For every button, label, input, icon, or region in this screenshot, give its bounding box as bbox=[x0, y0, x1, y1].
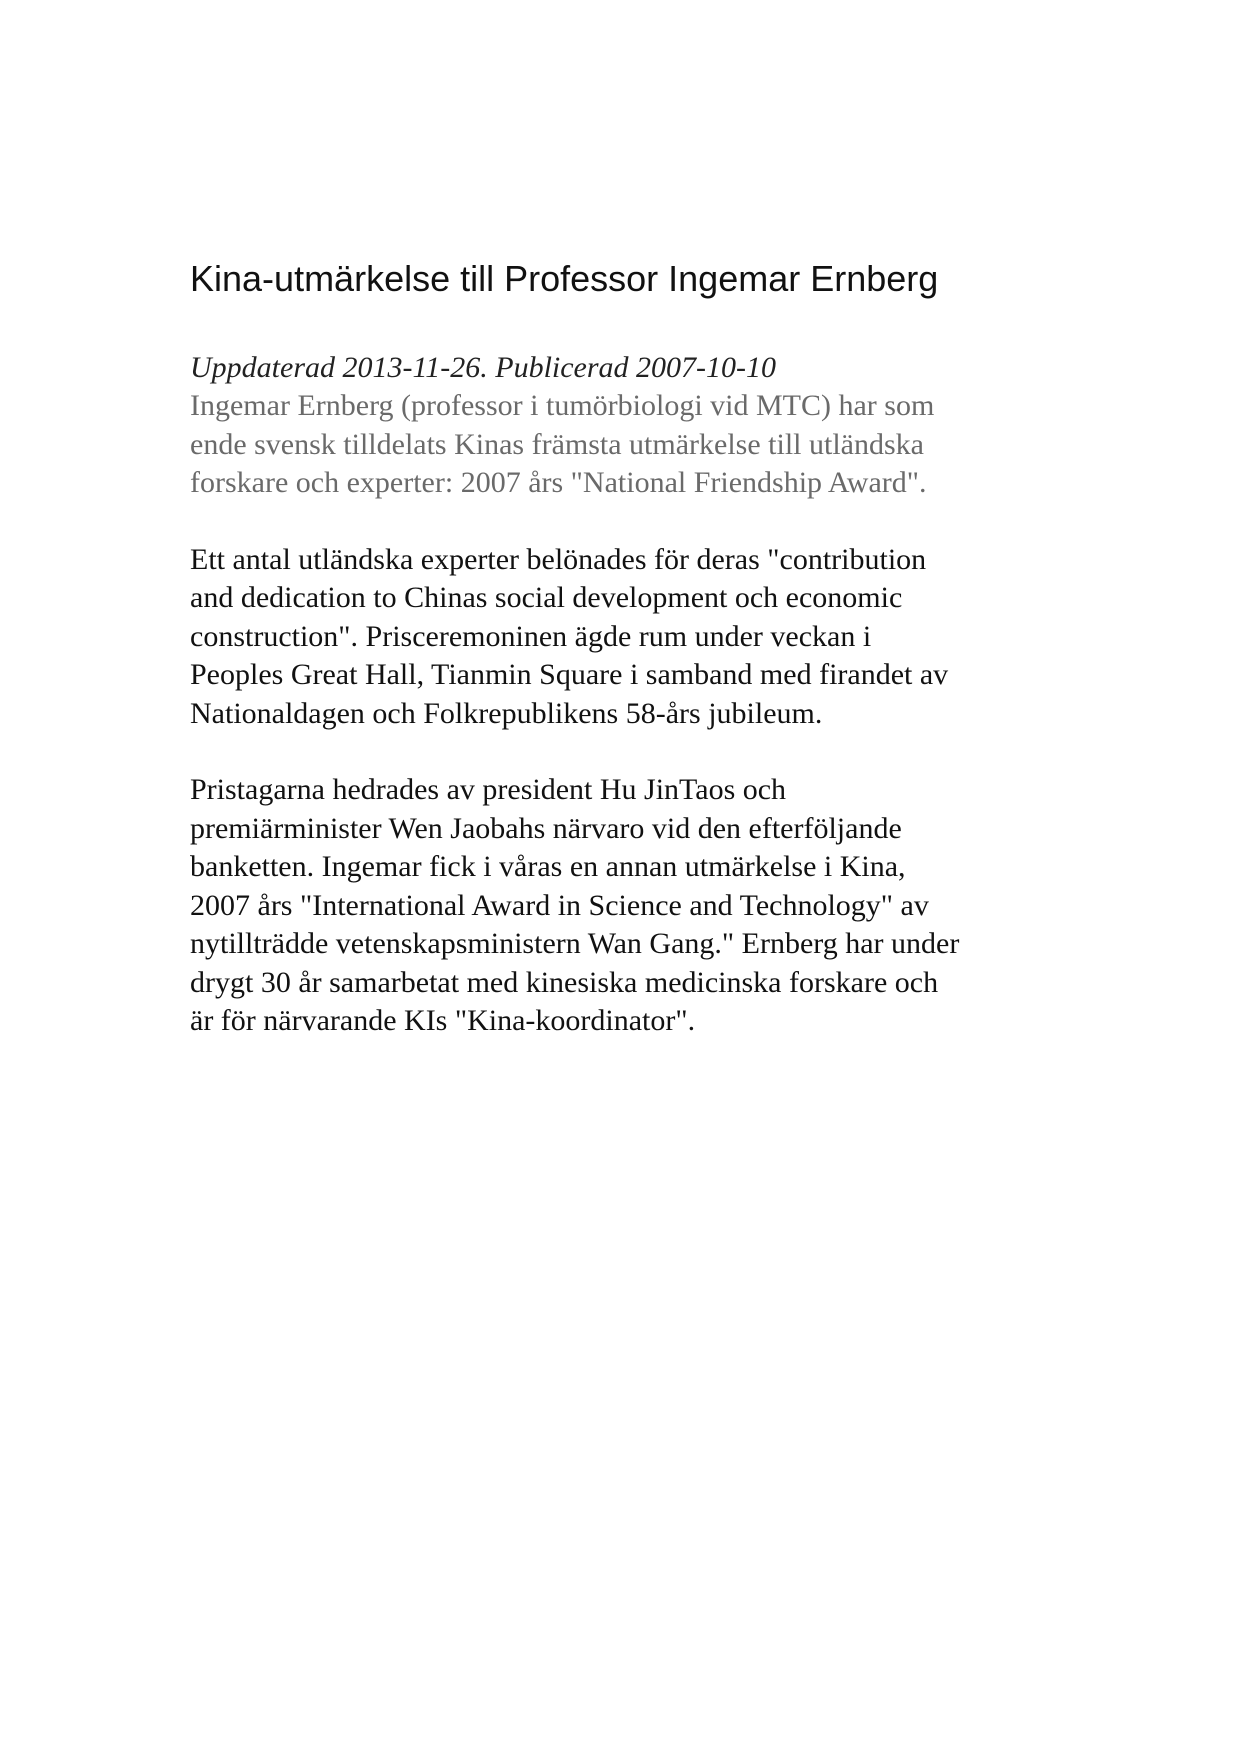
article-paragraph-1 bbox=[190, 541, 1090, 734]
paragraph-line: Peoples Great Hall, Tianmin Square i samband med firandet av bbox=[190, 658, 949, 691]
paragraph-line: premiärminister Wen Jaobahs närvaro vid den efterföljande bbox=[190, 811, 902, 845]
article-paragraph-2 bbox=[190, 771, 1090, 1041]
lead-line: forskare och experter: 2007 års "National Friendship Award". bbox=[190, 466, 927, 499]
paragraph-line: är för närvarande KIs "Kina-koordinator". bbox=[190, 1004, 696, 1037]
paragraph-line: Pristagarna hedrades av president Hu JinTaos och bbox=[190, 773, 787, 806]
paragraph-line: nytillträdde vetenskapsministern Wan Gang." Ernberg har under bbox=[190, 927, 960, 960]
article-title: Kina-utmärkelse till Professor Ingemar Ernberg bbox=[190, 258, 939, 299]
article-lead bbox=[190, 387, 1090, 503]
lead-line: ende svensk tilldelats Kinas främsta utmärkelse till utländska bbox=[190, 427, 924, 461]
article bbox=[190, 255, 1090, 1041]
lead-line: Ingemar Ernberg (professor i tumörbiologi vid MTC) har som bbox=[190, 389, 935, 422]
paragraph-line: banketten. Ingemar fick i våras en annan utmärkelse i Kina, bbox=[190, 850, 906, 883]
paragraph-line: Nationaldagen och Folkrepublikens 58-års jubileum. bbox=[190, 696, 823, 730]
paragraph-line: construction". Prisceremoninen ägde rum under veckan i bbox=[190, 619, 872, 653]
paragraph-line: drygt 30 år samarbetat med kinesiska medicinska forskare och bbox=[190, 965, 939, 999]
article-dateline: Uppdaterad 2013-11-26. Publicerad 2007-10-10 bbox=[190, 351, 777, 384]
paragraph-line: and dedication to Chinas social development och economic bbox=[190, 581, 903, 614]
paragraph-line: 2007 års "International Award in Science and Technology" av bbox=[190, 888, 929, 922]
paragraph-line: Ett antal utländska experter belönades för deras "contribution bbox=[190, 542, 927, 576]
